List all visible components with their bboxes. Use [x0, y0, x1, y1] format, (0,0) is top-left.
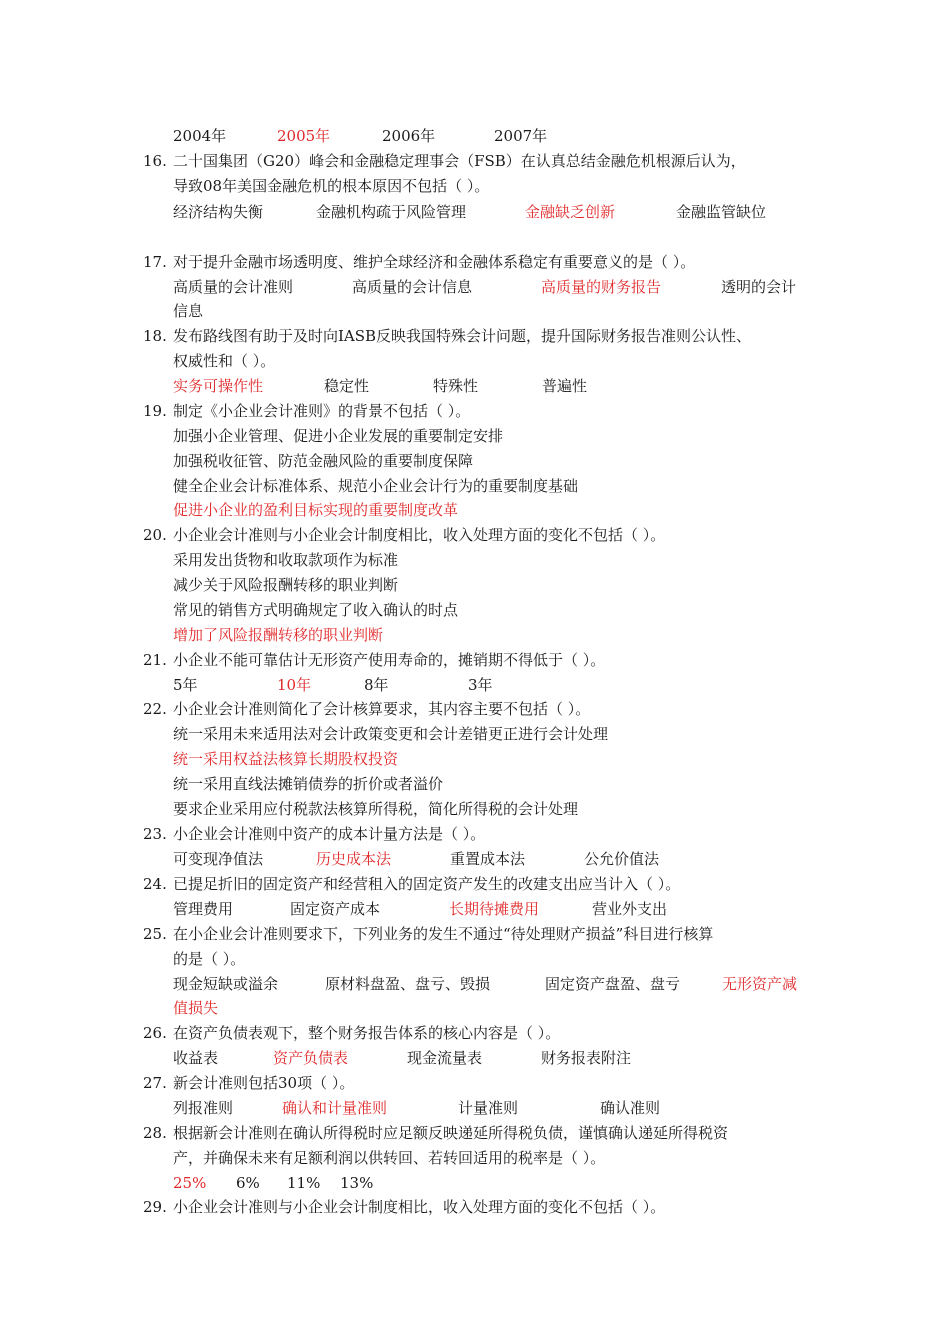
question-number: 17.: [143, 253, 167, 271]
question-text: 二十国集团（G20）峰会和金融稳定理事会（FSB）在认真总结金融危机根源后认为，: [173, 152, 746, 170]
question-text: 的是（ ）。: [173, 950, 246, 968]
option-d: 确认准则: [600, 1099, 661, 1117]
option-d: 13%: [340, 1174, 374, 1192]
option-a: 可变现净值法: [173, 850, 264, 868]
question-text: 在资产负债表观下，整个财务报告体系的核心内容是（ ）。: [173, 1024, 561, 1042]
option-a: 管理费用: [173, 900, 234, 918]
question-number: 27.: [143, 1074, 167, 1092]
option-c: 健全企业会计标准体系、规范小企业会计行为的重要制度基础: [173, 477, 579, 495]
question-text: 产，并确保未来有足额利润以供转回、若转回适用的税率是（ ）。: [173, 1149, 606, 1167]
option-c-answer: 高质量的财务报告: [541, 278, 662, 296]
option-c-answer: 金融缺乏创新: [525, 203, 616, 221]
option-b-answer: 10年: [277, 676, 312, 694]
option-b: 金融机构疏于风险管理: [316, 203, 467, 221]
option-b: 高质量的会计信息: [352, 278, 473, 296]
option-b: 稳定性: [324, 377, 370, 395]
question-number: 22.: [143, 700, 167, 718]
option-c: 现金流量表: [407, 1049, 483, 1067]
option-d-wrap: 信息: [173, 302, 204, 320]
question-text: 小企业会计准则与小企业会计制度相比，收入处理方面的变化不包括（ ）。: [173, 526, 666, 544]
option-a: 统一采用未来适用法对会计政策变更和会计差错更正进行会计处理: [173, 725, 609, 743]
question-text: 新会计准则包括30项（ ）。: [173, 1074, 355, 1092]
question-number: 28.: [143, 1124, 167, 1142]
option-a: 收益表: [173, 1049, 219, 1067]
option-d-answer: 促进小企业的盈利目标实现的重要制度改革: [173, 501, 459, 519]
question-text: 制定《小企业会计准则》的背景不包括（ ）。: [173, 402, 471, 420]
option-a: 高质量的会计准则: [173, 278, 294, 296]
option-d-answer: 无形资产减: [722, 975, 798, 993]
question-text: 在小企业会计准则要求下，下列业务的发生不通过“待处理财产损益”科目进行核算: [173, 925, 714, 943]
question-text: 小企业会计准则中资产的成本计量方法是（ ）。: [173, 825, 486, 843]
option-a: 列报准则: [173, 1099, 234, 1117]
option-d-wrap: 值损失: [173, 999, 219, 1017]
question-number: 29.: [143, 1198, 167, 1216]
option-b-answer: 确认和计量准则: [282, 1099, 388, 1117]
option-d: 要求企业采用应付税款法核算所得税，简化所得税的会计处理: [173, 800, 579, 818]
option-a: 5年: [173, 676, 198, 694]
option-c: 计量准则: [458, 1099, 519, 1117]
question-text: 小企业不能可靠估计无形资产使用寿命的，摊销期不得低于（ ）。: [173, 651, 606, 669]
option-d: 营业外支出: [592, 900, 668, 918]
option-b-answer: 资产负债表: [273, 1049, 349, 1067]
question-number: 19.: [143, 402, 167, 420]
option-a: 经济结构失衡: [173, 203, 264, 221]
question-number: 18.: [143, 327, 167, 345]
option-d: 财务报表附注: [541, 1049, 632, 1067]
option-c: 特殊性: [433, 377, 479, 395]
question-text: 权威性和（ ）。: [173, 352, 276, 370]
option-d-answer: 增加了风险报酬转移的职业判断: [173, 626, 384, 644]
question-number: 24.: [143, 875, 167, 893]
option-d: 金融监管缺位: [676, 203, 767, 221]
option-b: 固定资产成本: [290, 900, 381, 918]
option-a: 加强小企业管理、促进小企业发展的重要制定安排: [173, 427, 504, 445]
question-text: 对于提升金融市场透明度、维护全球经济和金融体系稳定有重要意义的是（ ）。: [173, 253, 696, 271]
option-a: 现金短缺或溢余: [173, 975, 279, 993]
question-number: 21.: [143, 651, 167, 669]
option-b: 6%: [236, 1174, 260, 1192]
option-d: 普遍性: [542, 377, 588, 395]
question-number: 23.: [143, 825, 167, 843]
option-c: 固定资产盘盈、盘亏: [545, 975, 681, 993]
option-a: 采用发出货物和收取款项作为标准: [173, 551, 399, 569]
option-c: 11%: [287, 1174, 321, 1192]
option-d: 透明的会计: [721, 278, 797, 296]
q15-option-c: 2006年: [382, 127, 436, 145]
question-text: 小企业会计准则与小企业会计制度相比，收入处理方面的变化不包括（ ）。: [173, 1198, 666, 1216]
option-c: 8年: [364, 676, 389, 694]
question-text: 导致08年美国金融危机的根本原因不包括（ ）。: [173, 177, 490, 195]
question-number: 25.: [143, 925, 167, 943]
option-c-answer: 长期待摊费用: [449, 900, 540, 918]
question-number: 16.: [143, 152, 167, 170]
option-c: 常见的销售方式明确规定了收入确认的时点: [173, 601, 459, 619]
option-a-answer: 25%: [173, 1174, 207, 1192]
option-c: 统一采用直线法摊销债券的折价或者溢价: [173, 775, 444, 793]
option-b: 原材料盘盈、盘亏、毁损: [325, 975, 491, 993]
option-b: 减少关于风险报酬转移的职业判断: [173, 576, 399, 594]
q15-option-b-answer: 2005年: [277, 127, 331, 145]
question-text: 发布路线图有助于及时向IASB反映我国特殊会计问题，提升国际财务报告准则公认性、: [173, 327, 752, 345]
q15-option-d: 2007年: [494, 127, 548, 145]
q15-option-a: 2004年: [173, 127, 227, 145]
option-b-answer: 统一采用权益法核算长期股权投资: [173, 750, 399, 768]
question-number: 26.: [143, 1024, 167, 1042]
question-text: 小企业会计准则简化了会计核算要求，其内容主要不包括（ ）。: [173, 700, 591, 718]
question-number: 20.: [143, 526, 167, 544]
question-text: 根据新会计准则在确认所得税时应足额反映递延所得税负债，谨慎确认递延所得税资: [173, 1124, 729, 1142]
option-a-answer: 实务可操作性: [173, 377, 264, 395]
option-b-answer: 历史成本法: [316, 850, 392, 868]
question-text: 已提足折旧的固定资产和经营租入的固定资产发生的改建支出应当计入（ ）。: [173, 875, 681, 893]
option-d: 3年: [468, 676, 493, 694]
option-b: 加强税收征管、防范金融风险的重要制度保障: [173, 452, 474, 470]
option-d: 公允价值法: [584, 850, 660, 868]
option-c: 重置成本法: [450, 850, 526, 868]
